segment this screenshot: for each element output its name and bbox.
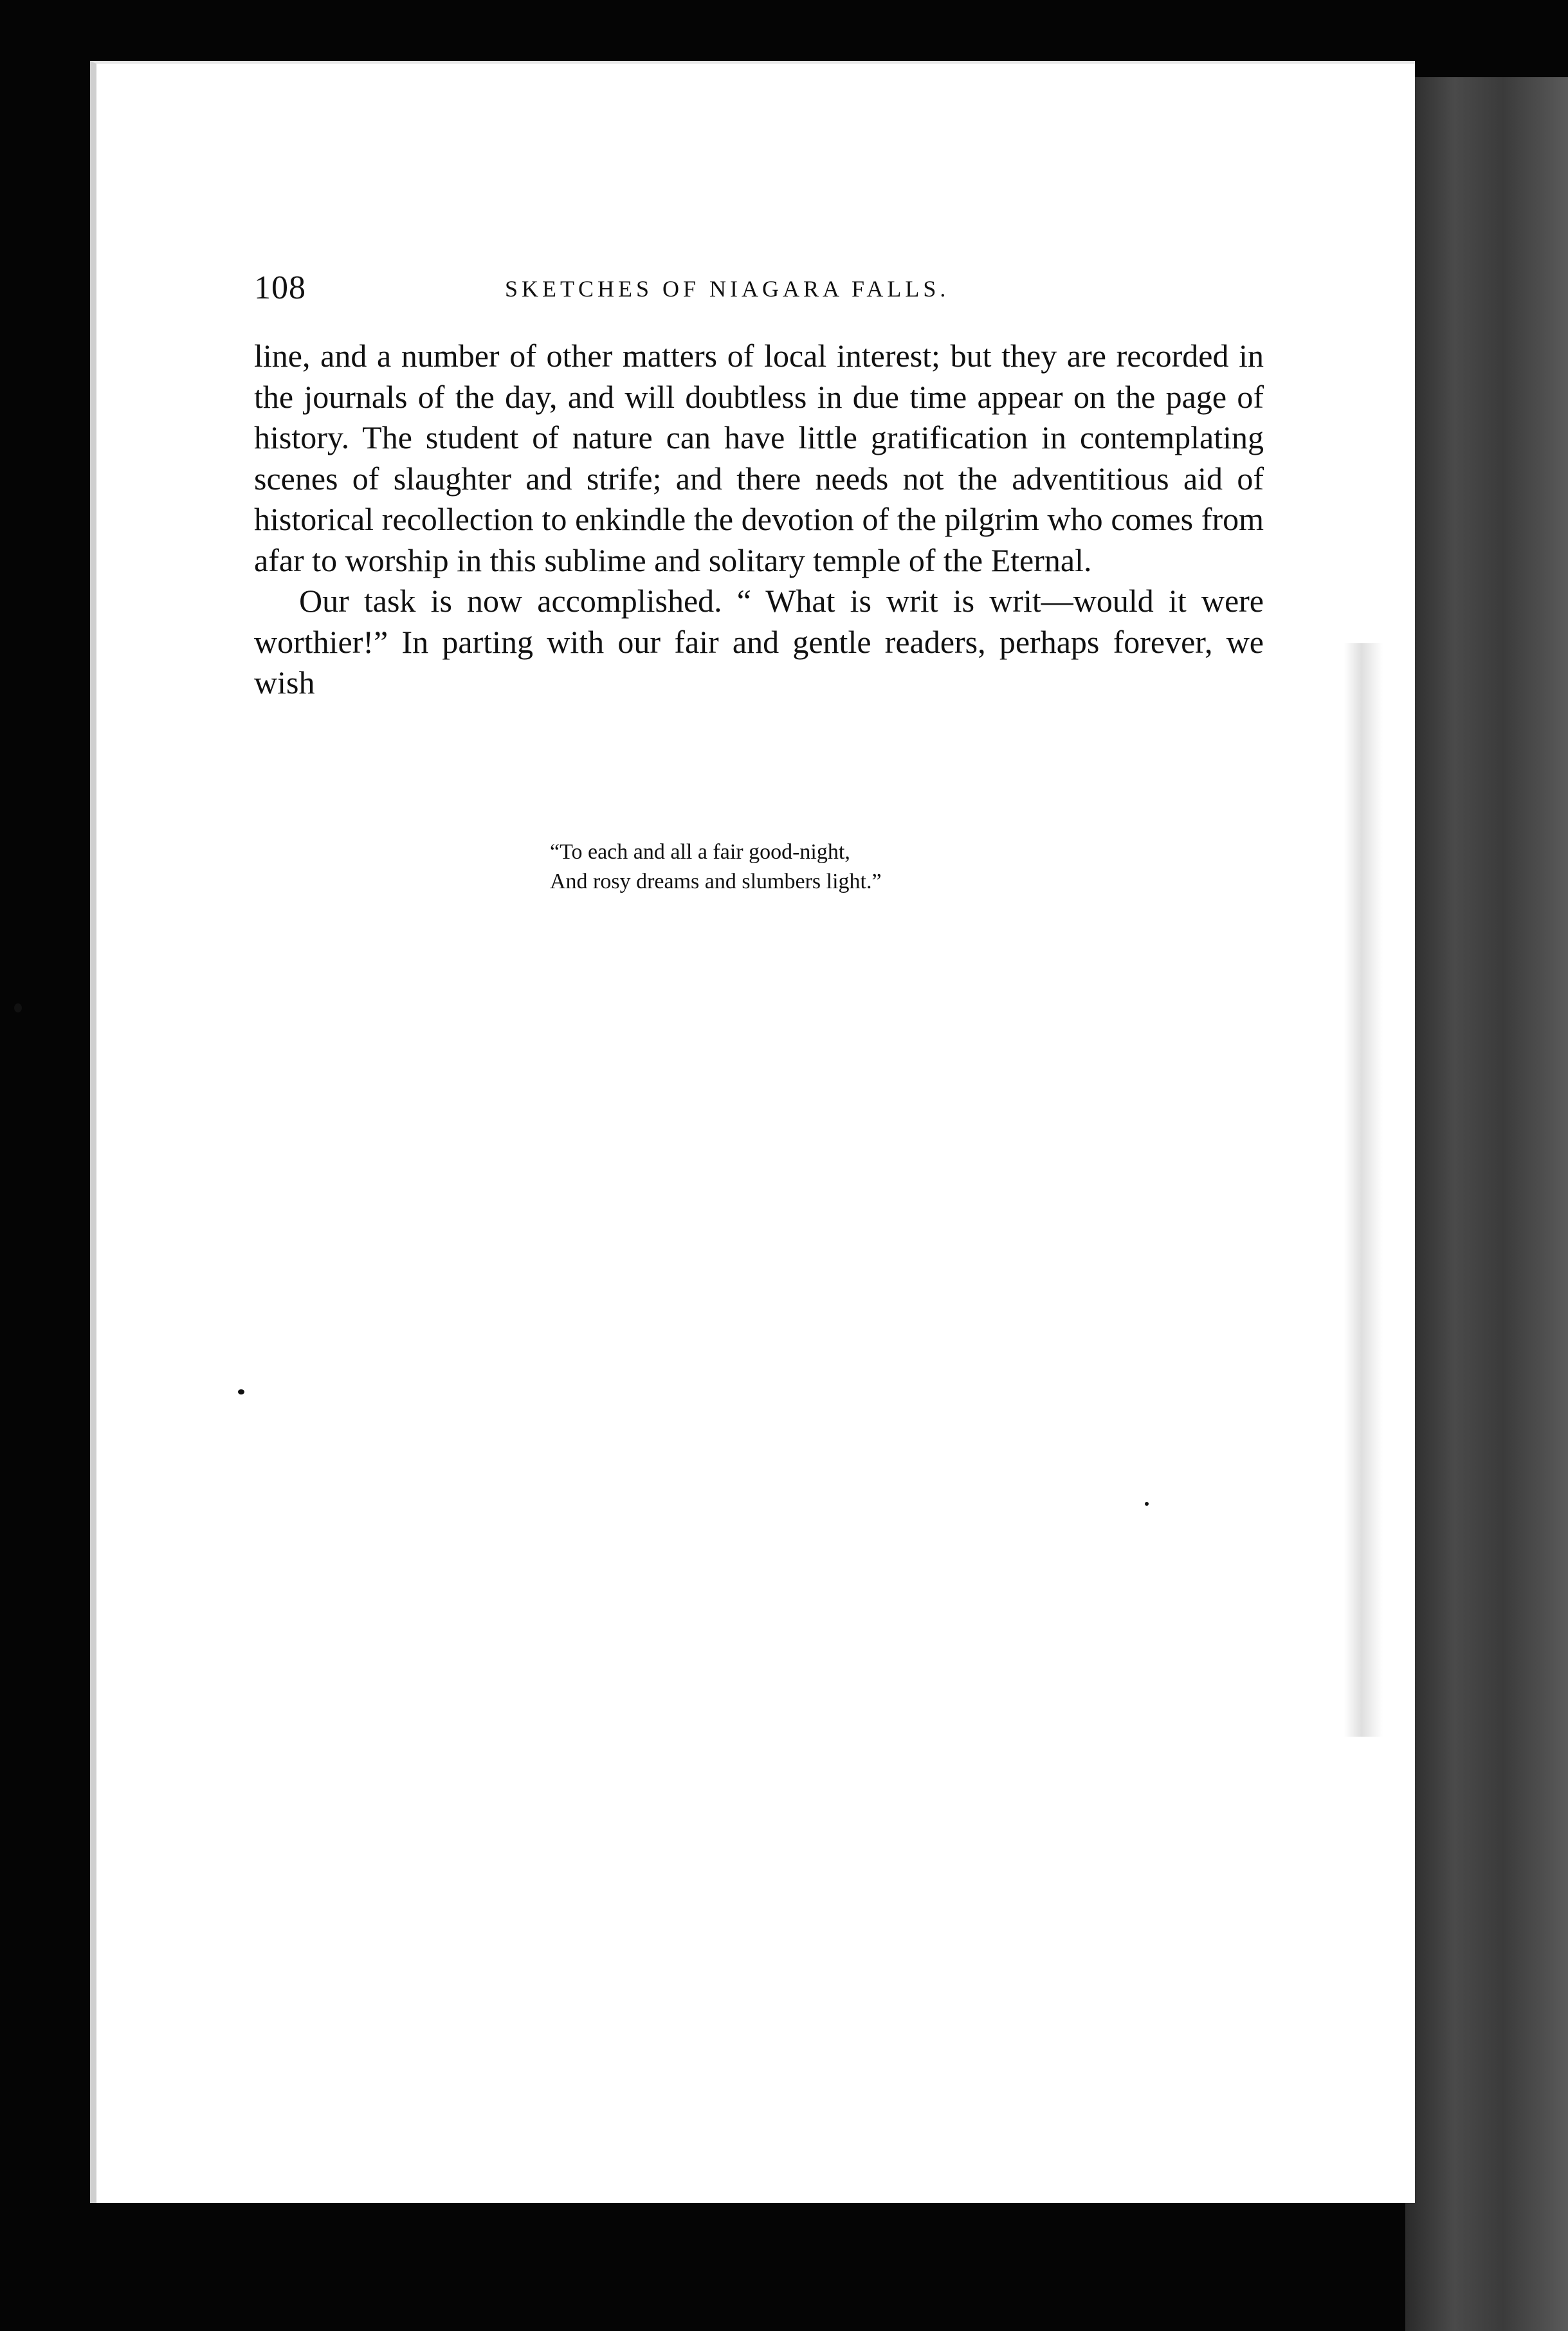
paragraph-2: Our task is now accomplished. “ What is writ is writ—would it were worthier!” In parting with our fair and gentle readers, perhaps forever, we wish: [254, 583, 1264, 700]
paragraph-1: line, and a number of other matters of local interest; but they are recorded in the journals of the day, and will doubtless in due time appear on the page of history. The student of nature can have little gratification in contemplating scenes of slaughter and strife; and there needs not the adventitious aid of historical recollection to enkindle the devotion of the pilgrim who comes from afar to worship in this sublime and solitary temple of the Eternal.: [254, 338, 1264, 578]
verse-line-1: “To each and all a fair good-night,: [550, 840, 850, 864]
verse-line-2: And rosy dreams and slumbers light.”: [550, 870, 882, 893]
page-gutter-edge: [1344, 643, 1383, 1737]
book-binding: [1405, 77, 1568, 2331]
ink-speck: [14, 1003, 22, 1012]
body-text: [254, 336, 1264, 704]
ink-speck: [1145, 1502, 1149, 1506]
page-number: 108: [254, 270, 306, 306]
closing-verse: [550, 837, 882, 897]
ink-speck: [238, 1389, 244, 1394]
running-head: SKETCHES OF NIAGARA FALLS.: [505, 276, 950, 302]
page-header: [254, 269, 1257, 314]
